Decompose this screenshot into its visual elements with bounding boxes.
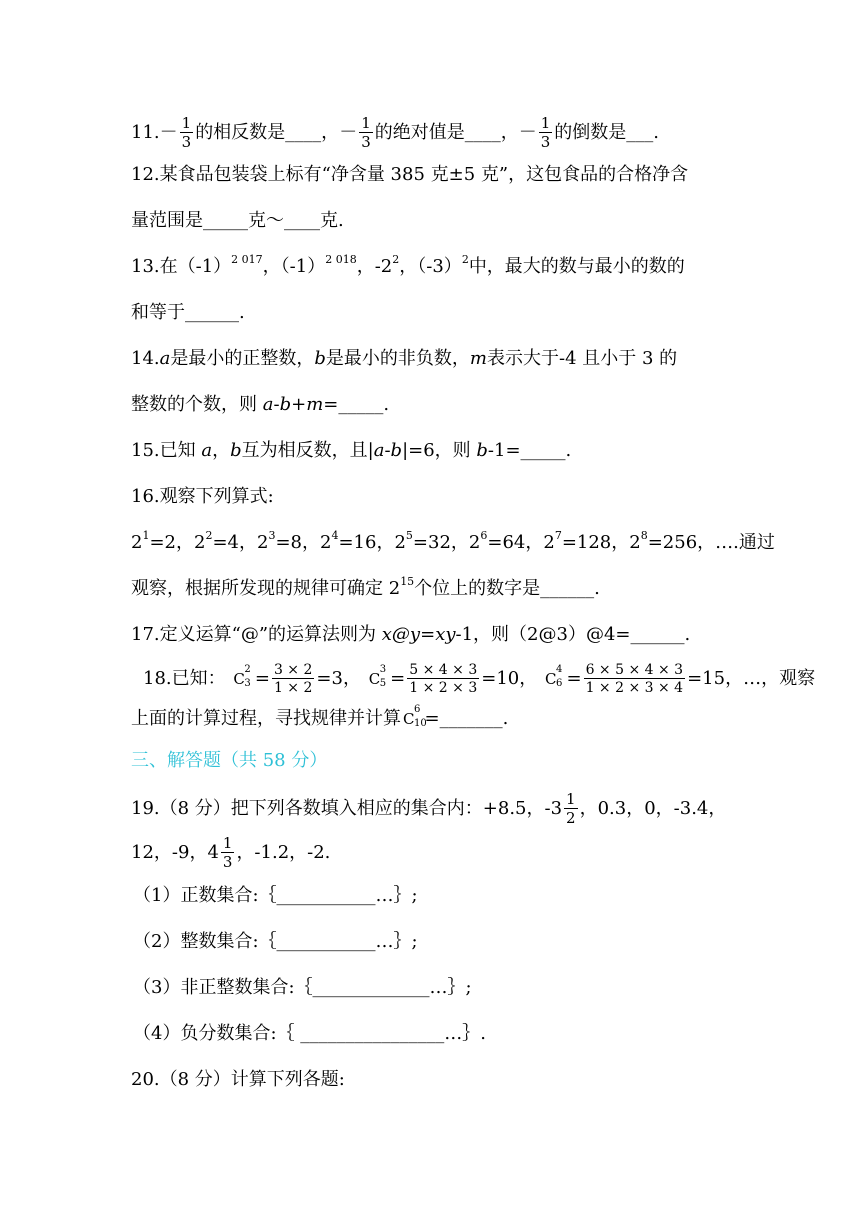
exponent: 15	[400, 575, 415, 588]
exponent: 3	[268, 529, 276, 542]
combination-c-6-4	[544, 664, 563, 692]
base: 2	[543, 532, 555, 553]
power-item	[629, 529, 716, 553]
question-15	[131, 438, 571, 464]
q15-text: 互为相反数，且|	[241, 440, 374, 461]
value: =64，	[487, 532, 544, 553]
q16-text: 观察，根据所发现的规律可确定 2	[131, 578, 401, 599]
base: 2	[320, 532, 332, 553]
equals: =	[566, 668, 582, 689]
punctuation: ，	[212, 440, 231, 461]
combination-c-10-6	[403, 704, 427, 732]
base: 2	[468, 532, 481, 553]
q11-text-2: 的绝对值是____，	[374, 122, 519, 143]
question-12-line-2: 量范围是_____克～____克.	[131, 210, 344, 231]
question-11	[131, 116, 659, 150]
base: 2	[194, 532, 206, 553]
answer-blank: -1=_____.	[487, 440, 572, 461]
section-heading: 三、解答题（共 58 分）	[131, 750, 328, 771]
combination-c-5-3	[368, 664, 387, 692]
base: 2	[257, 532, 269, 553]
fraction-one-third	[359, 116, 373, 150]
question-16-line-3	[131, 576, 600, 602]
numerator: 1	[222, 834, 233, 852]
q11-text-3: 的倒数是___.	[554, 122, 660, 143]
question-19-line-1	[131, 792, 726, 826]
question-16-line-2	[131, 530, 775, 556]
minus-sign: －	[339, 122, 358, 143]
minus-sign: －	[159, 122, 178, 143]
operator: =	[420, 624, 436, 645]
q17-text: -1，则（2@3）@4=______.	[455, 624, 691, 645]
denominator: 3	[361, 133, 371, 151]
operator: -	[384, 440, 391, 461]
answer-blank: =_____.	[323, 394, 390, 415]
q15-text: 15.已知	[131, 440, 202, 461]
q13-part: 中，最大的数与最小的数的	[468, 256, 685, 277]
value: =128，	[561, 532, 630, 553]
q19-text: ，-1.2，-2.	[236, 842, 331, 863]
exponent: 8	[640, 529, 648, 542]
question-12-line-1: 12.某食品包装袋上标有“净含量 385 克±5 克”，这包食品的合格净含	[131, 164, 689, 185]
superscript: 6	[414, 704, 421, 715]
exponent: 7	[554, 529, 562, 542]
numerator: 1	[181, 114, 192, 132]
numerator: 1	[540, 114, 551, 132]
exponent: 2 017	[231, 253, 263, 266]
var-m: m	[306, 394, 324, 415]
answer-blank: =_______.	[424, 708, 509, 729]
power-item	[131, 529, 194, 553]
combination-symbol: C	[233, 670, 245, 688]
q11-text-1: 的相反数是____，	[195, 122, 340, 143]
result: =3，	[316, 668, 361, 689]
value: =2，	[149, 532, 194, 553]
q18-text: 上面的计算过程，寻找规律并计算	[131, 708, 401, 729]
fraction-one-half	[564, 792, 578, 826]
q14-number: 14.	[131, 348, 160, 369]
fraction-one-third	[539, 116, 553, 150]
exponent: 1	[142, 529, 150, 542]
q16-text: 个位上的数字是______.	[414, 578, 600, 599]
q15-text: |=6，则	[402, 440, 477, 461]
base: 2	[629, 532, 641, 553]
q16-tail: ….通过	[715, 532, 775, 553]
var-xy: xy	[435, 624, 456, 645]
var-a: a	[373, 440, 385, 461]
operator: +	[291, 394, 307, 415]
exponent: 6	[480, 529, 488, 542]
combination-symbol: C	[403, 710, 415, 728]
exponent: 4	[331, 529, 339, 542]
power-item	[257, 529, 320, 553]
base: 2	[394, 532, 406, 553]
var-a: a	[262, 394, 274, 415]
q11-number: 11.	[131, 122, 160, 143]
denominator: 1 × 2 × 3 × 4	[585, 680, 684, 696]
set-negative-fraction: （4）负分数集合:｛ ________________…｝.	[133, 1023, 486, 1044]
q13-part: ，-2	[356, 256, 393, 277]
q19-text: 12，-9，4	[131, 842, 219, 863]
q14-text: 是最小的正整数，	[170, 348, 315, 369]
var-y: y	[409, 624, 421, 645]
q19-text: 19.（8 分）把下列各数填入相应的集合内：+8.5，-3	[131, 798, 563, 819]
question-17	[131, 622, 690, 648]
fraction	[272, 663, 314, 695]
q19-text: ，0.3，0，-3.4，	[579, 798, 727, 819]
combination-c-3-2	[233, 664, 251, 692]
q14-text: 整数的个数，则	[131, 394, 263, 415]
numerator: 6 × 5 × 4 × 3	[585, 662, 684, 678]
q14-text: 表示大于-4 且小于 3 的	[486, 348, 678, 369]
q13-part: ，（-1）	[262, 256, 326, 277]
result: =15，…，观察	[687, 668, 816, 689]
base: 2	[131, 532, 143, 553]
value: =256，	[647, 532, 716, 553]
equals: =	[390, 668, 406, 689]
combination-symbol: C	[544, 670, 557, 688]
set-non-positive-integer: （3）非正整数集合:｛_____________…｝;	[133, 977, 472, 998]
numerator: 3 × 2	[273, 662, 313, 678]
q14-text: 是最小的非负数，	[325, 348, 470, 369]
exponent: 2	[392, 253, 400, 266]
question-13-line-1	[131, 254, 685, 280]
power-item	[543, 529, 630, 553]
set-positive: （1）正数集合:｛___________…｝;	[133, 885, 418, 906]
exponent: 2	[461, 253, 469, 266]
fraction	[584, 663, 686, 695]
superscript: 3	[379, 664, 387, 675]
question-16-line-1: 16.观察下列算式:	[131, 486, 274, 507]
denominator: 3	[222, 853, 233, 871]
question-18-line-1	[143, 663, 815, 695]
q13-part: 13.在（-1）	[131, 256, 232, 277]
denominator: 3	[540, 133, 551, 151]
value: =16，	[338, 532, 395, 553]
set-integer: （2）整数集合:｛___________…｝;	[133, 931, 418, 952]
value: =8，	[275, 532, 320, 553]
fraction-one-third	[221, 836, 235, 870]
q13-part: ，（-3）	[399, 256, 462, 277]
var-m: m	[469, 348, 487, 369]
equals: =	[254, 668, 270, 689]
var-a: a	[201, 440, 213, 461]
numerator: 1	[361, 114, 371, 132]
value: =4，	[212, 532, 257, 553]
result: =10，	[481, 668, 538, 689]
subscript: 5	[379, 678, 387, 689]
question-18-line-2	[131, 706, 508, 732]
superscript: 4	[555, 664, 563, 675]
superscript: 2	[244, 664, 251, 675]
fraction	[407, 663, 479, 695]
exponent: 5	[405, 529, 413, 542]
var-b: b	[279, 394, 292, 415]
denominator: 1 × 2	[273, 680, 313, 696]
power-item	[194, 529, 257, 553]
denominator: 3	[181, 133, 192, 151]
subscript: 10	[414, 718, 427, 729]
var-x: x	[381, 624, 392, 645]
question-14-line-1	[131, 346, 677, 372]
var-b: b	[476, 440, 488, 461]
q17-text: 17.定义运算“@”的运算法则为	[131, 624, 382, 645]
subscript: 3	[244, 678, 251, 689]
subscript: 6	[555, 678, 563, 689]
denominator: 1 × 2 × 3	[409, 680, 478, 696]
fraction-one-third	[180, 116, 194, 150]
q18-text: 18.已知：	[143, 668, 226, 689]
power-item	[468, 529, 544, 553]
numerator: 5 × 4 × 3	[409, 662, 478, 678]
exponent: 2 018	[325, 253, 357, 266]
value: =32，	[412, 532, 469, 553]
var-a: a	[159, 348, 171, 369]
power-item	[394, 529, 469, 553]
var-b: b	[314, 348, 326, 369]
question-19-line-2	[131, 836, 330, 870]
question-14-line-2	[131, 392, 389, 418]
question-20: 20.（8 分）计算下列各题:	[131, 1069, 345, 1090]
operator: @	[391, 624, 410, 645]
power-item	[320, 529, 395, 553]
operator: -	[273, 394, 280, 415]
var-b: b	[230, 440, 242, 461]
question-13-line-2: 和等于______.	[131, 302, 245, 323]
exponent: 2	[205, 529, 213, 542]
var-b: b	[390, 440, 403, 461]
minus-sign: －	[518, 122, 537, 143]
numerator: 1	[566, 790, 576, 808]
denominator: 2	[566, 809, 576, 827]
combination-symbol: C	[368, 670, 381, 688]
